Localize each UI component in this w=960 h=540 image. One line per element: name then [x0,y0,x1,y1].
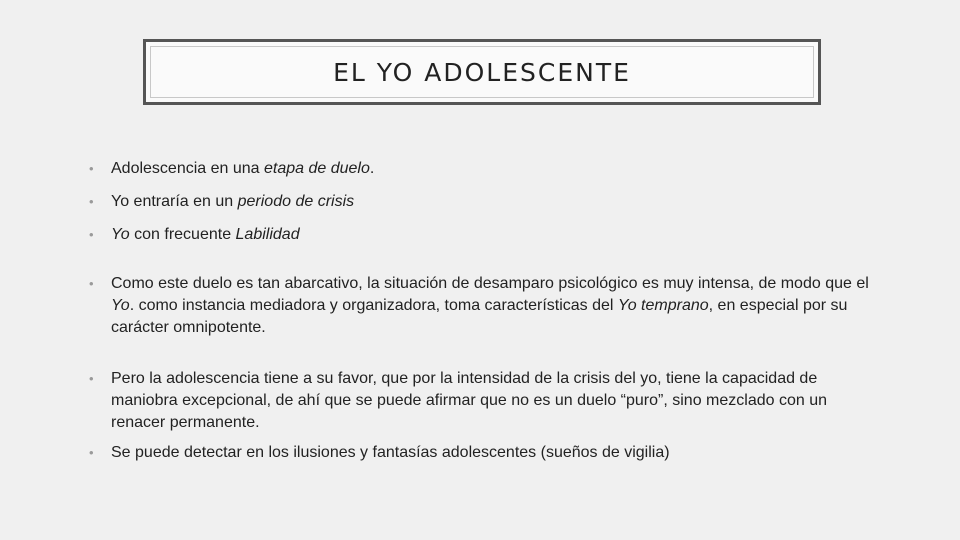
bullet-emphasis: Yo [111,226,130,243]
bullet-dot-icon: • [89,161,94,176]
bullet-text: Pero la adolescencia tiene a su favor, que por la intensidad de la crisis del yo, tiene la capacidad de maniobra excepcional, de ahí que se puede afirmar que no es un duelo “puro”, sino mezclado con un renacer permanente. [111,370,828,431]
bullet-emphasis: etapa de duelo [264,160,370,177]
bullet-item [89,368,879,434]
bullet-item [89,273,879,339]
bullet-text: . [369,160,375,177]
bullet-text: , en especial por su carácter omnipotente. [111,297,848,336]
bullet-item [89,224,879,246]
bullet-emphasis: Labilidad [235,226,300,243]
bullet-item [89,158,879,180]
bullet-text: Yo entraría en un [111,193,238,210]
bullet-list [89,158,879,464]
title-box [143,39,821,105]
bullet-text: Como este duelo es tan abarcativo, la situación de desamparo psicológico es muy intensa, de modo que el [111,275,869,292]
bullet-dot-icon: • [89,445,94,460]
bullet-dot-icon: • [89,371,94,386]
bullet-dot-icon: • [89,194,94,209]
bullet-text: Adolescencia en una [111,160,264,177]
bullet-text: con frecuente [129,226,236,243]
bullet-dot-icon: • [89,276,94,291]
slide-title: EL YO ADOLESCENTE [333,57,631,87]
bullet-item [89,191,879,213]
bullet-text: . como instancia mediadora y organizadora, toma características del [129,297,618,314]
bullet-emphasis: Yo temprano [617,297,709,314]
bullet-text: Se puede detectar en los ilusiones y fantasías adolescentes (sueños de vigilia) [111,444,670,461]
bullet-dot-icon: • [89,227,94,242]
bullet-item [89,442,879,464]
bullet-emphasis: Yo [111,297,130,314]
bullet-emphasis: periodo de crisis [237,193,355,210]
